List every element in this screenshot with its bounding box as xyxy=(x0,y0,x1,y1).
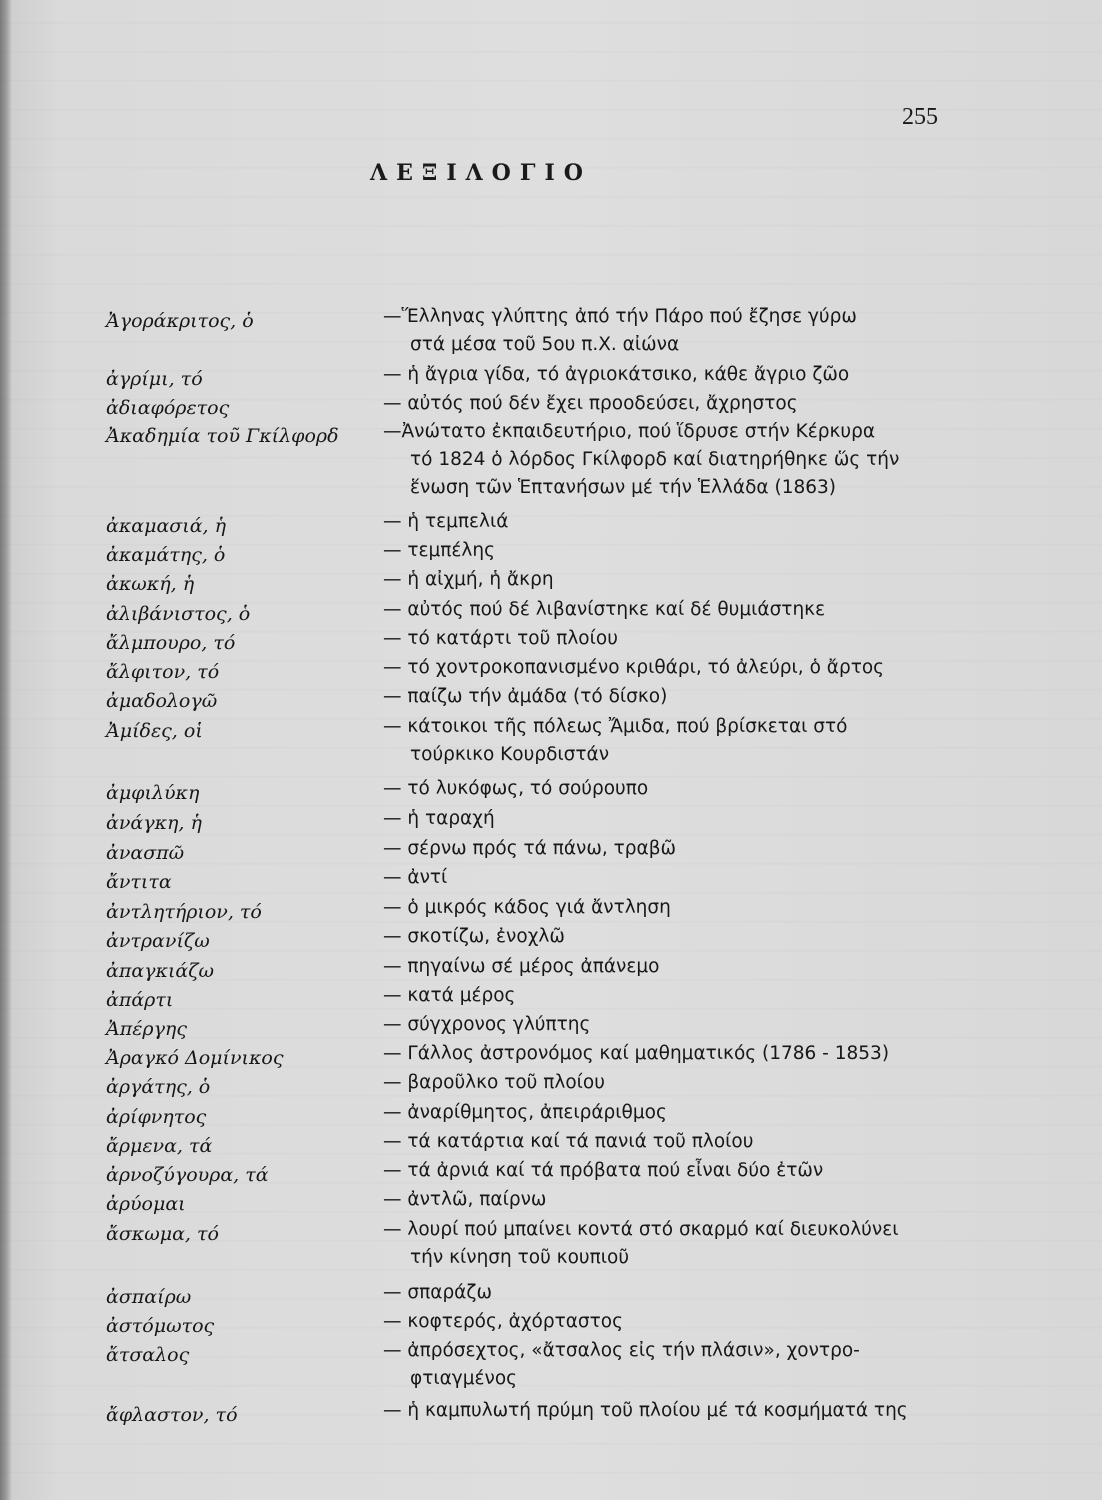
definition-line: — πηγαίνω σέ μέρος ἀπάνεμο xyxy=(383,956,660,977)
definition-line: — ἡ τεμπελιά xyxy=(383,511,509,532)
entry-definition xyxy=(383,1128,983,1156)
entry-term: ἀλιβάνιστος, ὁ xyxy=(106,603,251,625)
definition-line: — σέρνω πρός τά πάνω, τραβῶ xyxy=(383,838,677,859)
definition-line: — τεμπέλης xyxy=(383,540,495,561)
entry-term: ἀντρανίζω xyxy=(106,930,210,952)
entry-definition xyxy=(383,596,983,624)
entry-term: ἀνάγκη, ἡ xyxy=(106,812,202,834)
definition-continuation: ἕνωση τῶν Ἑπτανήσων μέ τήν Ἑλλάδα (1863) xyxy=(410,477,836,498)
entry-term: ἀρίφνητος xyxy=(106,1106,207,1128)
entry-definition xyxy=(383,683,983,711)
entry-definition xyxy=(383,835,983,863)
entry-term: ἄλμπουρο, τό xyxy=(106,632,236,654)
definition-line: — τό κατάρτι τοῦ πλοίου xyxy=(383,628,618,649)
entry-definition xyxy=(383,566,983,594)
definition-line: — ἀντλῶ, παίρνω xyxy=(383,1189,547,1210)
entry-definition xyxy=(383,303,983,359)
entry-definition xyxy=(383,1186,983,1214)
page-number: 255 xyxy=(902,104,938,130)
entry-definition xyxy=(383,1099,983,1127)
entry-definition xyxy=(383,1157,983,1185)
entry-definition xyxy=(383,1279,983,1307)
definition-line: — βαροῦλκο τοῦ πλοίου xyxy=(383,1072,605,1093)
entry-term: ἄφλαστον, τό xyxy=(106,1404,238,1426)
definition-line: — κοφτερός, ἀχόρταστος xyxy=(383,1311,623,1332)
entry-definition xyxy=(383,625,983,653)
entry-term: Ἀμίδες, οἱ xyxy=(106,720,203,742)
definition-line: — λουρί πού μπαίνει κοντά στό σκαρμό καί διευκολύνει xyxy=(383,1219,899,1240)
entry-definition xyxy=(383,1397,983,1425)
definition-continuation: τό 1824 ὁ λόρδος Γκίλφορδ καί διατηρήθηκε ὥς τήν xyxy=(410,449,900,470)
definition-continuation: φτιαγμένος xyxy=(410,1368,518,1389)
entry-term: ἀντλητήριον, τό xyxy=(106,901,262,923)
entry-definition xyxy=(383,654,983,682)
entry-term: ἀκαμασιά, ἡ xyxy=(106,515,227,537)
entry-definition xyxy=(383,864,983,892)
entry-term: ἄντιτα xyxy=(106,871,172,893)
definition-line: — τά ἀρνιά καί τά πρόβατα πού εἶναι δύο ἐτῶν xyxy=(383,1160,824,1181)
definition-line: — ἀναρίθμητος, ἀπειράριθμος xyxy=(383,1102,667,1123)
entry-term: ἀρνοζύγουρα, τά xyxy=(106,1164,269,1186)
definition-line: —Ἀνώτατο ἐκπαιδευτήριο, πού ἵδρυσε στήν Κέρκυρα xyxy=(383,421,876,442)
definition-line: — τό λυκόφως, τό σούρουπο xyxy=(383,778,649,799)
entry-definition xyxy=(383,1216,983,1272)
entry-term: ἄρμενα, τά xyxy=(106,1135,213,1157)
definition-line: — ὁ μικρός κάδος γιά ἄντληση xyxy=(383,897,671,918)
entry-term: ἀκαμάτης, ὁ xyxy=(106,544,226,566)
definition-line: — ἀπρόσεχτος, «ἄτσαλος εἰς τήν πλάσιν», χοντρο- xyxy=(383,1340,860,1361)
definition-line: — αὐτός πού δέ λιβανίστηκε καί δέ θυμιάστηκε xyxy=(383,599,826,620)
definition-line: — κάτοικοι τῆς πόλεως Ἄμιδα, πού βρίσκεται στό xyxy=(383,716,848,737)
definition-line: — ἡ καμπυλωτή πρύμη τοῦ πλοίου μέ τά κοσμήματά της xyxy=(383,1400,908,1421)
entry-definition xyxy=(383,1069,983,1097)
entry-definition xyxy=(383,894,983,922)
entry-definition xyxy=(383,1040,983,1068)
entry-term: ἀργάτης, ὁ xyxy=(106,1076,211,1098)
entry-term: ἀγρίμι, τό xyxy=(106,368,203,390)
entry-term: ἀμαδολογῶ xyxy=(106,690,218,712)
definition-line: —Ἕλληνας γλύπτης ἀπό τήν Πάρο πού ἔζησε γύρω xyxy=(383,306,857,327)
entry-definition xyxy=(383,1308,983,1336)
entry-definition xyxy=(383,537,983,565)
definition-line: — κατά μέρος xyxy=(383,985,516,1006)
entry-term: Ἀκαδημία τοῦ Γκίλφορδ xyxy=(106,425,339,447)
entry-term: Ἀπέργης xyxy=(106,1018,187,1040)
definition-line: — ἀντί xyxy=(383,867,448,888)
page-title: ΛΕΞΙΛΟΓΙΟ xyxy=(370,160,592,186)
entry-term: ἀστόμωτος xyxy=(106,1315,215,1337)
definition-line: — Γάλλος ἀστρονόμος καί μαθηματικός (1786 - 1853) xyxy=(383,1043,890,1064)
entry-definition xyxy=(383,923,983,951)
entry-term: Ἀραγκό Δομίνικος xyxy=(106,1047,284,1069)
entry-term: ἀδιαφόρετος xyxy=(106,397,230,419)
entry-term: ἀπάρτι xyxy=(106,989,174,1011)
definition-line: — ἡ αἰχμή, ἡ ἄκρη xyxy=(383,569,554,590)
entry-term: ἄτσαλος xyxy=(106,1344,190,1366)
definition-line: — ἡ ταραχή xyxy=(383,808,495,829)
definition-continuation: τήν κίνηση τοῦ κουπιοῦ xyxy=(410,1247,630,1268)
definition-line: — σκοτίζω, ἐνοχλῶ xyxy=(383,926,565,947)
definition-line: — σύγχρονος γλύπτης xyxy=(383,1014,591,1035)
definition-line: — τά κατάρτια καί τά πανιά τοῦ πλοίου xyxy=(383,1131,754,1152)
entry-term: ἀπαγκιάζω xyxy=(106,960,215,982)
entry-definition xyxy=(383,982,983,1010)
entry-definition xyxy=(383,508,983,536)
entry-term: Ἀγοράκριτος, ὁ xyxy=(106,310,254,332)
entry-term: ἀρύομαι xyxy=(106,1193,186,1215)
entry-term: ἄσκωμα, τό xyxy=(106,1223,219,1245)
entry-term: ἀκωκή, ἡ xyxy=(106,573,195,595)
entry-definition xyxy=(383,361,983,389)
definition-line: — ἡ ἄγρια γίδα, τό ἀγριοκάτσικο, κάθε ἄγριο ζῶο xyxy=(383,364,850,385)
entry-definition xyxy=(383,418,983,502)
definition-line: — αὐτός πού δέν ἔχει προοδεύσει, ἄχρηστος xyxy=(383,393,798,414)
entry-term: ἀσπαίρω xyxy=(106,1286,192,1308)
entry-term: ἄλφιτον, τό xyxy=(106,661,220,683)
entry-definition xyxy=(383,390,983,418)
definition-continuation: τούρκικο Κουρδιστάν xyxy=(410,744,610,765)
definition-line: — τό χοντροκοπανισμένο κριθάρι, τό ἀλεύρι, ὁ ἄρτος xyxy=(383,657,885,678)
entry-term: ἀνασπῶ xyxy=(106,842,185,864)
definition-line: — παίζω τήν ἀμάδα (τό δίσκο) xyxy=(383,686,668,707)
entry-definition xyxy=(383,805,983,833)
definition-continuation: στά μέσα τοῦ 5ου π.Χ. αἰώνα xyxy=(410,334,680,355)
entry-definition xyxy=(383,1011,983,1039)
entry-definition xyxy=(383,775,983,803)
definition-line: — σπαράζω xyxy=(383,1282,492,1303)
entry-definition xyxy=(383,1337,983,1393)
entry-definition xyxy=(383,953,983,981)
entry-definition xyxy=(383,713,983,769)
entry-term: ἀμφιλύκη xyxy=(106,782,200,804)
